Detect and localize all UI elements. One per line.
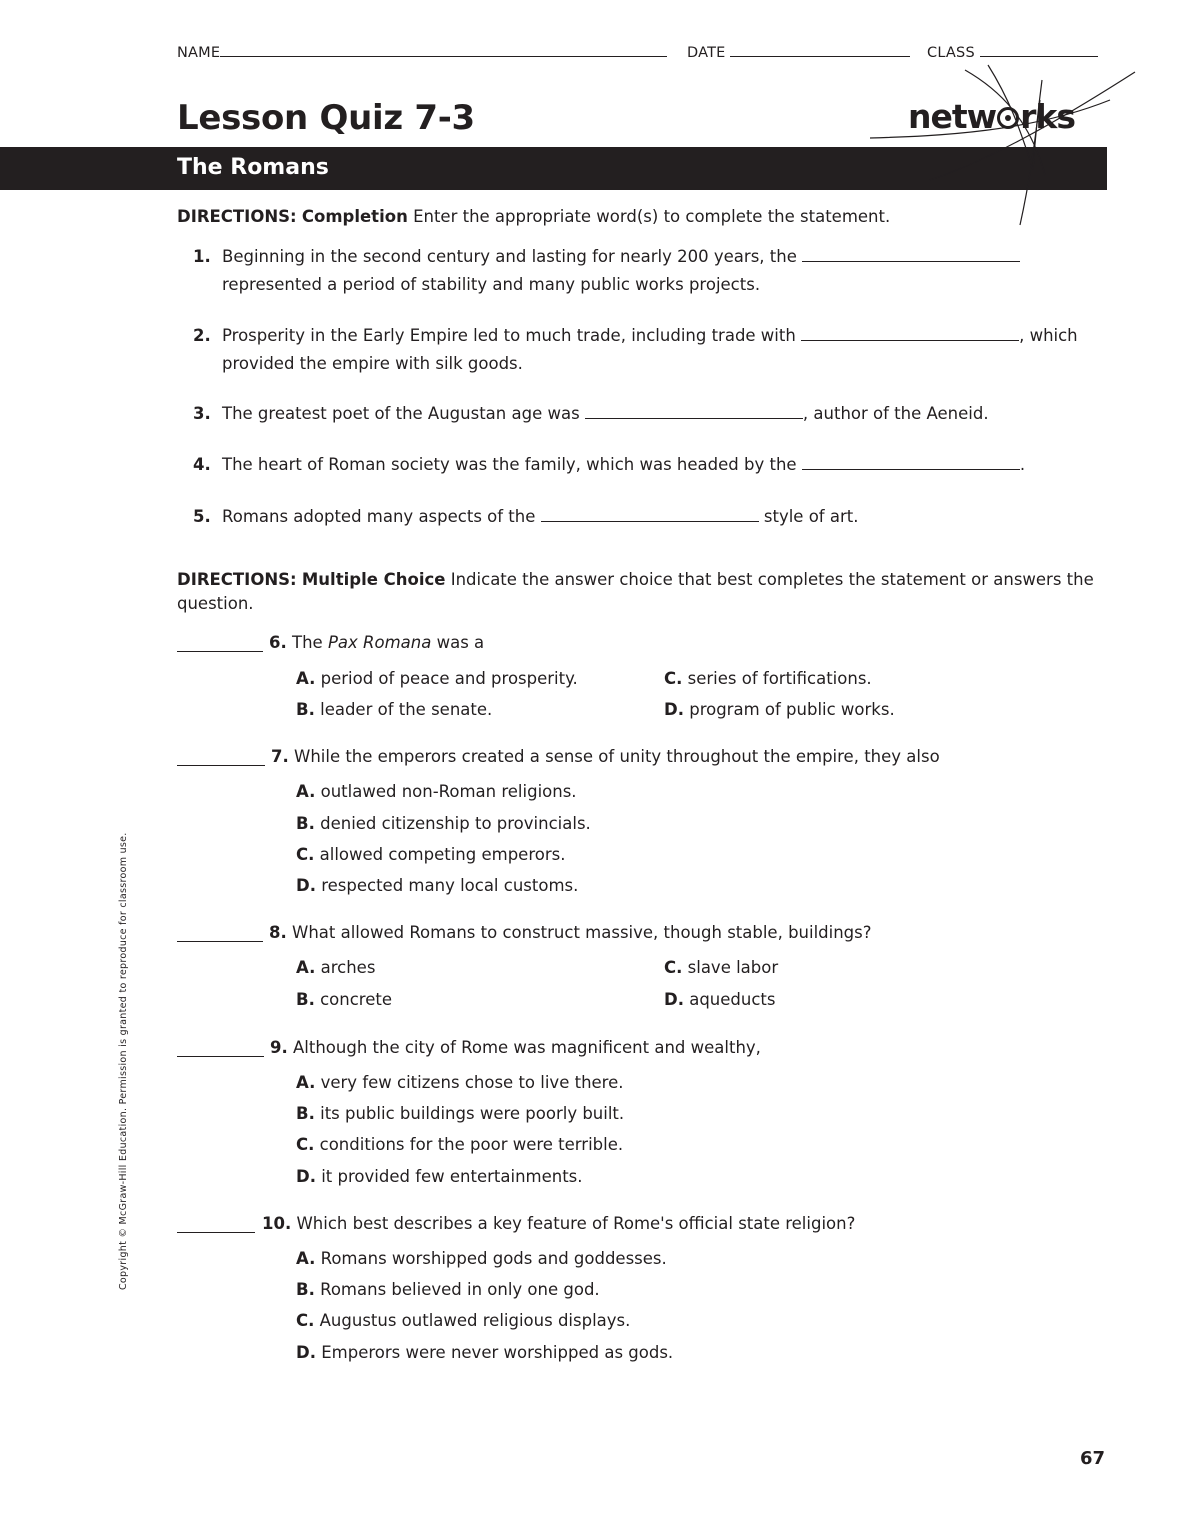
option-8d[interactable]	[664, 988, 775, 1012]
directions-text: Enter the appropriate word(s) to complete the statement.	[413, 207, 891, 226]
directions-type: Multiple Choice	[301, 570, 446, 589]
answer-line-q7[interactable]	[177, 748, 265, 766]
item-text: Beginning in the second century and lasting for nearly 200 years, the	[222, 247, 797, 266]
item-number: 1.	[193, 247, 211, 266]
mc-question-8	[269, 921, 872, 945]
option-letter: B.	[296, 1280, 315, 1299]
option-letter: A.	[296, 958, 316, 977]
option-text: arches	[320, 958, 376, 977]
completion-item-3	[193, 400, 211, 428]
completion-item-4-text	[222, 451, 1102, 479]
question-text: The	[292, 633, 323, 652]
mc-question-6	[269, 631, 484, 655]
completion-item-2	[193, 322, 211, 350]
completion-item-1-text	[222, 243, 1102, 299]
item-text-after: , which	[1019, 326, 1078, 345]
option-letter: B.	[296, 814, 315, 833]
option-7c[interactable]	[296, 843, 565, 867]
option-text: denied citizenship to provincials.	[320, 814, 591, 833]
option-letter: D.	[664, 990, 684, 1009]
completion-directions	[177, 205, 1107, 229]
item-text-line2: represented a period of stability and many public works projects.	[222, 275, 761, 294]
option-text: Emperors were never worshipped as gods.	[321, 1343, 674, 1362]
question-number: 10.	[262, 1214, 292, 1233]
question-number: 6.	[269, 633, 287, 652]
option-text: it provided few entertainments.	[321, 1167, 583, 1186]
name-field[interactable]	[177, 42, 667, 61]
option-6c[interactable]	[664, 667, 872, 691]
answer-blank[interactable]	[802, 453, 1020, 470]
quiz-title: Lesson Quiz 7-3	[177, 98, 475, 138]
item-text-after: , author of the Aeneid.	[802, 404, 989, 423]
completion-item-4	[193, 451, 211, 479]
question-number: 7.	[271, 747, 289, 766]
option-letter: D.	[664, 700, 684, 719]
option-letter: A.	[296, 782, 316, 801]
question-text: What allowed Romans to construct massive, though stable, buildings?	[292, 923, 872, 942]
option-10b[interactable]	[296, 1278, 600, 1302]
brand-text-start: netw	[908, 97, 997, 136]
option-text: Augustus outlawed religious displays.	[319, 1311, 631, 1330]
option-text: Romans worshipped gods and goddesses.	[320, 1249, 667, 1268]
date-label: DATE	[687, 45, 726, 61]
item-text: Romans adopted many aspects of the	[222, 507, 536, 526]
option-letter: B.	[296, 1104, 315, 1123]
option-text: concrete	[320, 990, 392, 1009]
item-number: 5.	[193, 507, 211, 526]
answer-line-q9[interactable]	[177, 1039, 264, 1057]
name-label: NAME	[177, 45, 221, 61]
item-text: The greatest poet of the Augustan age was	[222, 404, 580, 423]
option-text: aqueducts	[689, 990, 776, 1009]
completion-item-1	[193, 243, 211, 271]
question-text-italic: Pax Romana	[327, 633, 432, 652]
option-text: Romans believed in only one god.	[320, 1280, 600, 1299]
mc-question-9	[270, 1036, 761, 1060]
option-10c[interactable]	[296, 1309, 630, 1333]
option-letter: D.	[296, 876, 316, 895]
item-text-line2: provided the empire with silk goods.	[222, 354, 523, 373]
option-7a[interactable]	[296, 780, 577, 804]
option-9b[interactable]	[296, 1102, 624, 1126]
answer-blank[interactable]	[585, 402, 803, 419]
item-text: Prosperity in the Early Empire led to much trade, including trade with	[222, 326, 796, 345]
option-text: very few citizens chose to live there.	[320, 1073, 624, 1092]
directions-label: DIRECTIONS:	[177, 207, 297, 226]
answer-blank[interactable]	[802, 245, 1020, 262]
option-text: its public buildings were poorly built.	[320, 1104, 625, 1123]
option-letter: C.	[296, 845, 315, 864]
networks-logo	[908, 95, 1075, 139]
option-8c[interactable]	[664, 956, 778, 980]
item-text-after: .	[1019, 455, 1026, 474]
item-number: 2.	[193, 326, 211, 345]
completion-item-3-text	[222, 400, 1102, 428]
question-number: 8.	[269, 923, 287, 942]
question-text-end: was a	[436, 633, 485, 652]
option-letter: B.	[296, 700, 315, 719]
option-9c[interactable]	[296, 1133, 623, 1157]
option-text: respected many local customs.	[321, 876, 579, 895]
brand-o-icon	[997, 107, 1019, 129]
option-6d[interactable]	[664, 698, 895, 722]
item-number: 4.	[193, 455, 211, 474]
mc-question-10	[262, 1212, 855, 1236]
option-text: period of peace and prosperity.	[320, 669, 578, 688]
directions-text: Indicate the answer choice that best completes the statement or answers the question.	[177, 570, 1094, 613]
question-text: While the emperors created a sense of unity throughout the empire, they also	[294, 747, 940, 766]
completion-item-5-text	[222, 503, 1102, 531]
option-8b[interactable]	[296, 988, 392, 1012]
answer-line-q10[interactable]	[177, 1215, 255, 1233]
directions-label: DIRECTIONS:	[177, 570, 297, 589]
option-letter: C.	[664, 669, 683, 688]
option-text: conditions for the poor were terrible.	[319, 1135, 624, 1154]
option-letter: A.	[296, 1073, 316, 1092]
option-9a[interactable]	[296, 1071, 624, 1095]
mc-question-7	[271, 745, 940, 769]
option-letter: C.	[296, 1135, 315, 1154]
option-letter: A.	[296, 1249, 316, 1268]
option-letter: D.	[296, 1167, 316, 1186]
option-letter: B.	[296, 990, 315, 1009]
completion-item-5	[193, 503, 211, 531]
option-text: program of public works.	[689, 700, 895, 719]
answer-blank[interactable]	[541, 505, 759, 522]
brand-text-end: rks	[1020, 97, 1076, 136]
option-10a[interactable]	[296, 1247, 667, 1271]
item-number: 3.	[193, 404, 211, 423]
option-10d[interactable]	[296, 1341, 673, 1365]
completion-item-2-text	[222, 322, 1112, 378]
question-number: 9.	[270, 1038, 288, 1057]
question-text: Although the city of Rome was magnificent and wealthy,	[293, 1038, 761, 1057]
question-text: Which best describes a key feature of Rome's official state religion?	[296, 1214, 856, 1233]
class-label: CLASS	[927, 45, 975, 61]
directions-type: Completion	[301, 207, 408, 226]
option-6a[interactable]	[296, 667, 578, 691]
mc-directions	[177, 568, 1107, 616]
option-8a[interactable]	[296, 956, 375, 980]
option-7d[interactable]	[296, 874, 578, 898]
subtitle: The Romans	[177, 155, 329, 180]
option-letter: C.	[664, 958, 683, 977]
answer-line-q8[interactable]	[177, 924, 263, 942]
option-letter: C.	[296, 1311, 315, 1330]
item-text: The heart of Roman society was the family, which was headed by the	[222, 455, 797, 474]
option-6b[interactable]	[296, 698, 492, 722]
option-text: leader of the senate.	[320, 700, 493, 719]
option-text: series of fortifications.	[687, 669, 872, 688]
answer-blank[interactable]	[801, 324, 1019, 341]
option-text: allowed competing emperors.	[319, 845, 566, 864]
page-number: 67	[1080, 1448, 1106, 1469]
item-text-after: style of art.	[763, 507, 859, 526]
option-text: slave labor	[687, 958, 779, 977]
answer-line-q6[interactable]	[177, 634, 263, 652]
option-9d[interactable]	[296, 1165, 583, 1189]
name-blank[interactable]	[220, 42, 667, 57]
option-7b[interactable]	[296, 812, 591, 836]
option-letter: D.	[296, 1343, 316, 1362]
option-letter: A.	[296, 669, 316, 688]
copyright-notice: Copyright © McGraw-Hill Education. Permission is granted to reproduce for classroom use.	[118, 832, 129, 1290]
option-text: outlawed non-Roman religions.	[320, 782, 577, 801]
